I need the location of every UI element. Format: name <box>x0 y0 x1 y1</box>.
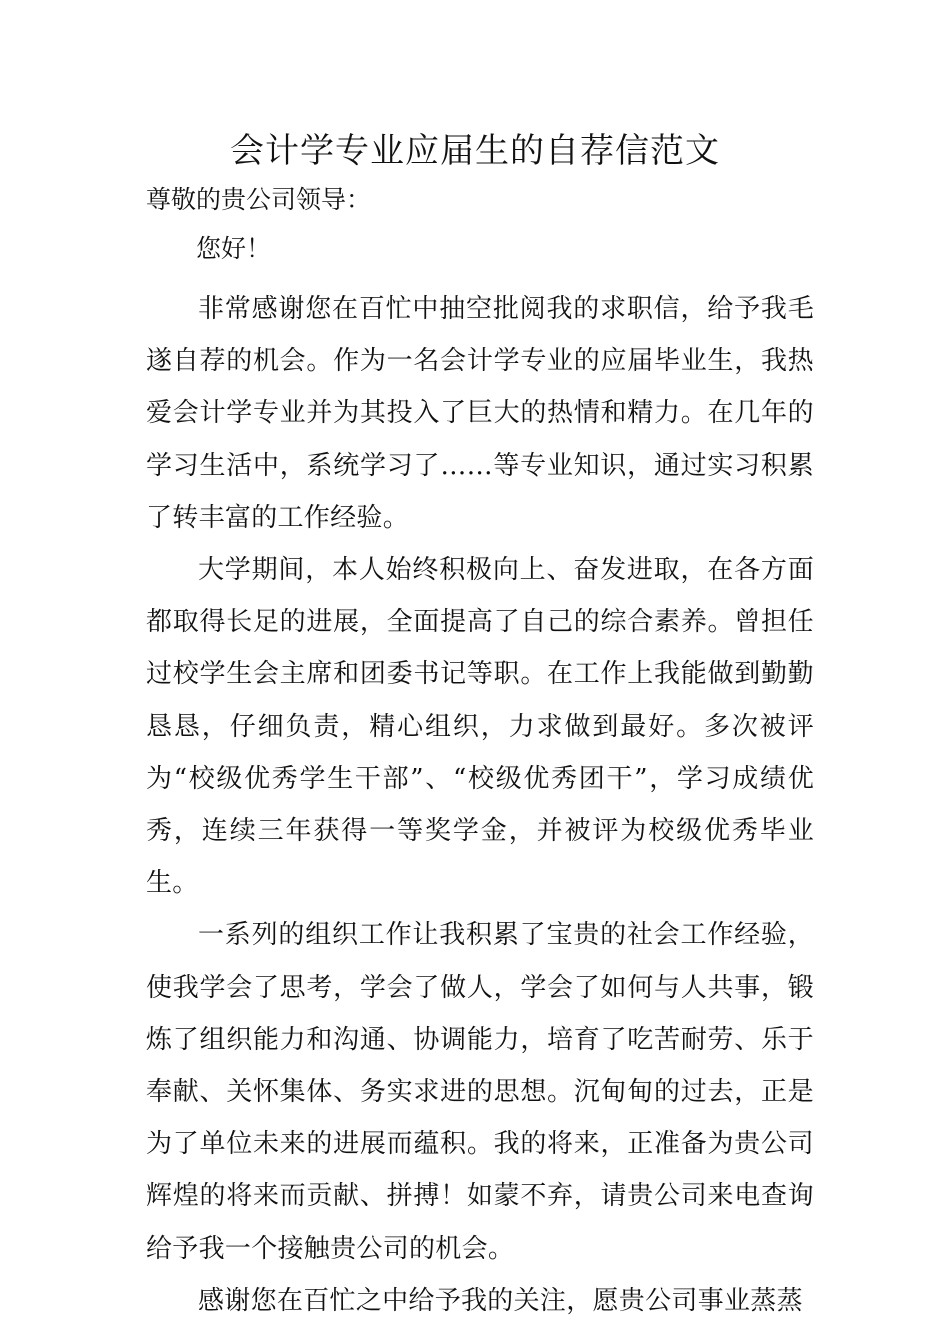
paragraph-experience: 一系列的组织工作让我积累了宝贵的社会工作经验，使我学会了思考，学会了做人，学会了如何与人共事，锻炼了组织能力和沟通、协调能力，培育了吃苦耐劳、乐于奉献、关怀集体、务实求进的思想。沉甸甸的过去，正是为了单位未来的进展而蕴积。我的将来，正准备为贵公司辉煌的将来而贡献、拼搏！如蒙不弃，请贵公司来电查询给予我一个接触贵公司的机会。 <box>146 920 814 1264</box>
paragraph-university: 大学期间，本人始终积极向上、奋发进取，在各方面都取得长足的进展，全面提高了自己的综合素养。曾担任过校学生会主席和团委书记等职。在工作上我能做到勤勤恳恳，仔细负责，精心组织，力求做到最好。多次被评为“校级优秀学生干部”、“校级优秀团干”，学习成绩优秀，连续三年获得一等奖学金，并被评为校级优秀毕业生。 <box>146 555 814 899</box>
document-title: 会计学专业应届生的自荐信范文 <box>230 131 720 171</box>
paragraph-intro: 非常感谢您在百忙中抽空批阅我的求职信，给予我毛遂自荐的机会。作为一名会计学专业的应届毕业生，我热爱会计学专业并为其投入了巨大的热情和精力。在几年的学习生活中，系统学习了……等专业知识，通过实习积累了转丰富的工作经验。 <box>146 294 814 533</box>
paragraph-closing: 感谢您在百忙之中给予我的关注，愿贵公司事业蒸蒸 <box>198 1285 803 1316</box>
letter-body <box>146 283 814 1327</box>
greeting-line: 您好！ <box>196 234 272 263</box>
salutation-line: 尊敬的贵公司领导： <box>146 185 372 214</box>
